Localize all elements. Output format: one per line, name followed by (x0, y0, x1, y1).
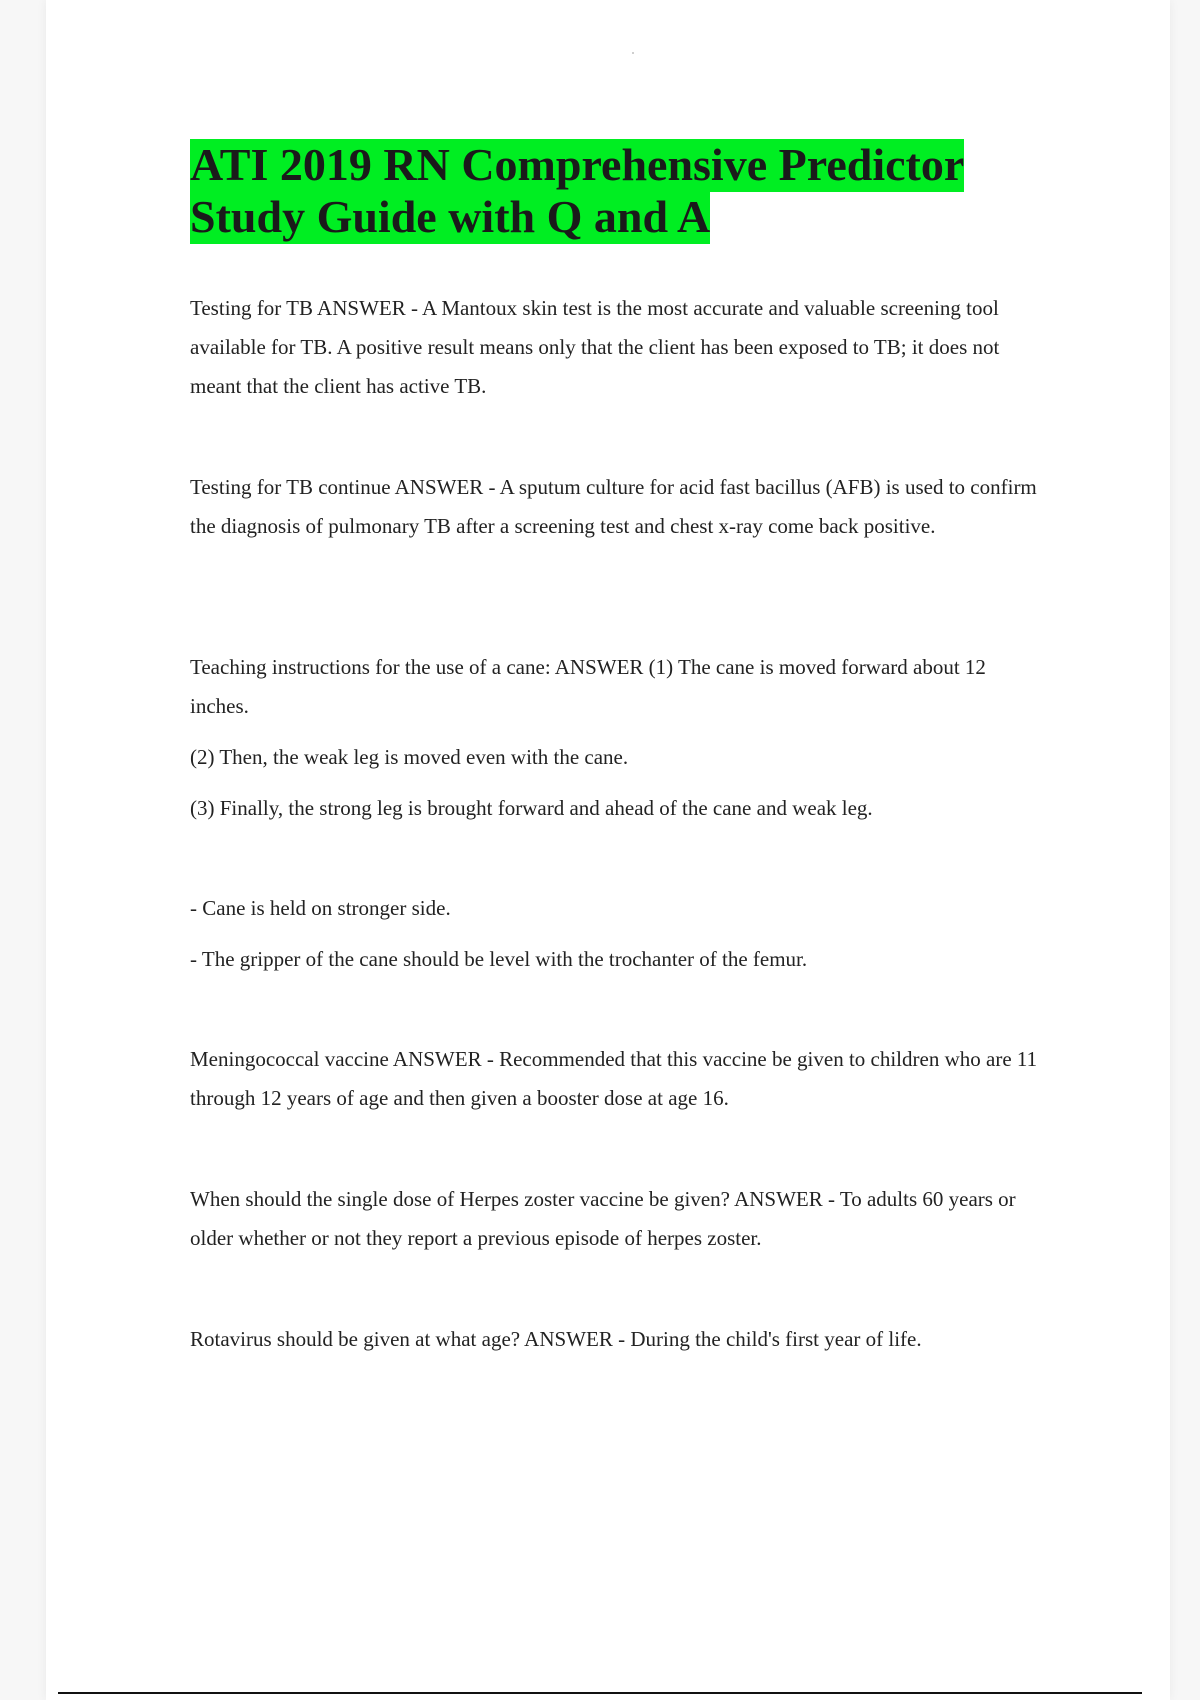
paragraph-cane-gripper: - The gripper of the cane should be level with the trochanter of the femur. (190, 947, 808, 971)
footer-divider (58, 1692, 1142, 1694)
paragraph-cane-step-1: Teaching instructions for the use of a cane: ANSWER (1) The cane is moved forward about 12 inches. (190, 655, 986, 718)
paragraph-cane-step-3: (3) Finally, the strong leg is brought forward and ahead of the cane and weak leg. (190, 796, 873, 820)
paragraph-cane-step-2: (2) Then, the weak leg is moved even with the cane. (190, 745, 629, 769)
paragraph-tb-test: Testing for TB ANSWER - A Mantoux skin test is the most accurate and valuable screening tool available for TB. A positive result means only that the client has been exposed to TB; it does not meant that the client has active TB. (190, 296, 1000, 398)
paragraph-cane-side: - Cane is held on stronger side. (190, 896, 451, 920)
title-line-1: ATI 2019 RN Comprehensive Predictor (190, 139, 965, 190)
scan-artifact-dot (632, 52, 634, 54)
document-title (190, 139, 1050, 243)
title-line-2: Study Guide with Q and A (190, 191, 711, 242)
paragraph-meningococcal: Meningococcal vaccine ANSWER - Recommended that this vaccine be given to children who are 11 through 12 years of age and then given a booster dose at age 16. (190, 1047, 1038, 1110)
document-sheet (46, 0, 1170, 1700)
paragraph-rotavirus: Rotavirus should be given at what age? ANSWER - During the child's first year of life. (190, 1327, 922, 1351)
paragraph-tb-continue: Testing for TB continue ANSWER - A sputum culture for acid fast bacillus (AFB) is used to confirm the diagnosis of pulmonary TB after a screening test and chest x-ray come back positive. (190, 475, 1037, 538)
paragraph-herpes-zoster: When should the single dose of Herpes zoster vaccine be given? ANSWER - To adults 60 years or older whether or not they report a previous episode of herpes zoster. (190, 1187, 1016, 1250)
